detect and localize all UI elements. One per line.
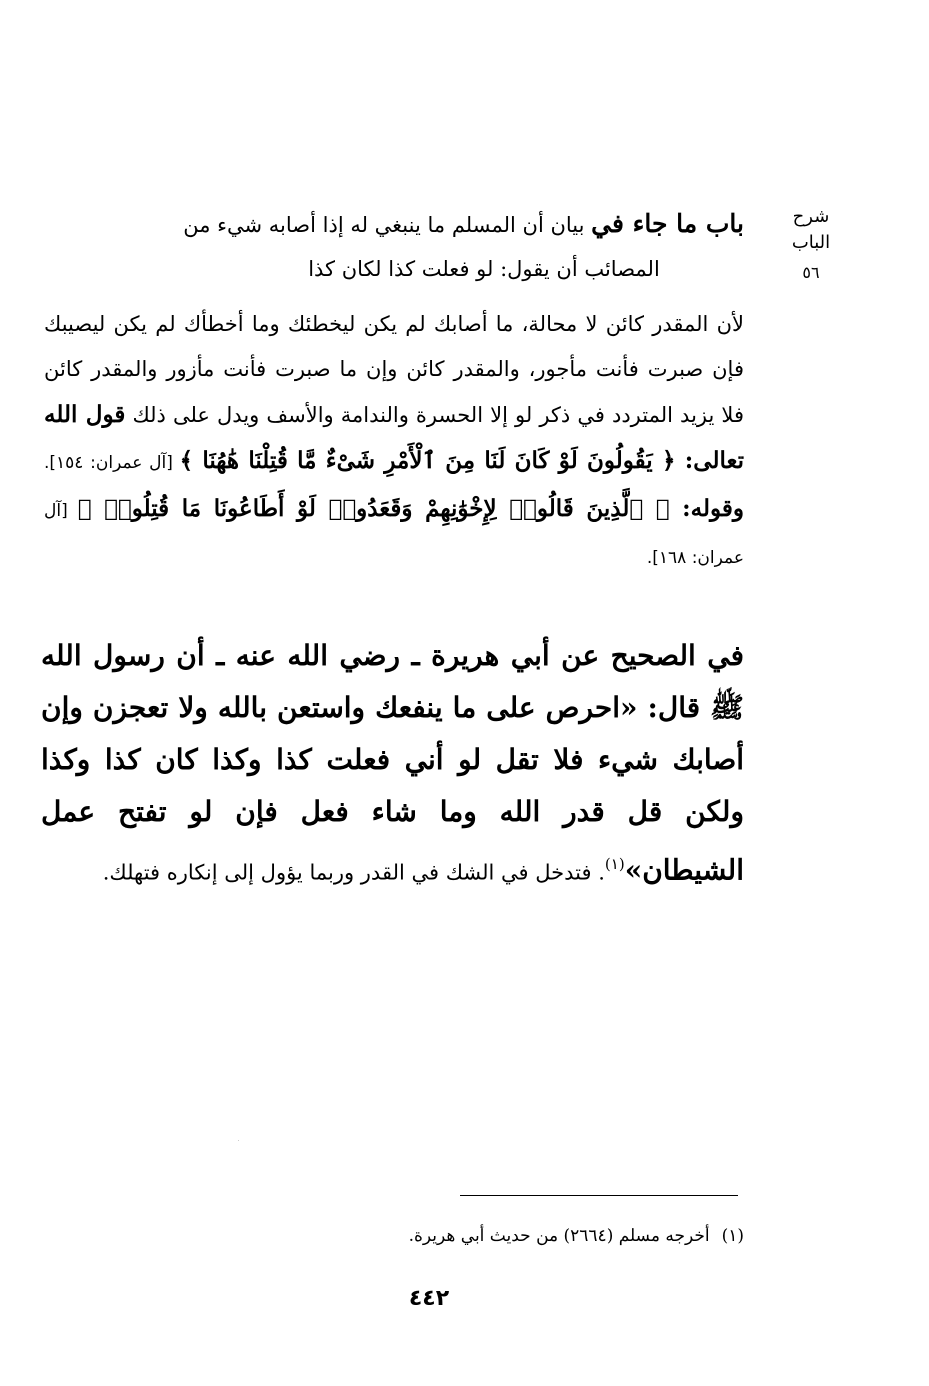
body-strong-phrase: قول الله تعالى: <box>44 401 744 474</box>
verse-reference-1: [آل عمران: ١٥٤]. <box>44 453 180 473</box>
quran-verse-1: ﴿ يَقُولُونَ لَوْ كَانَ لَنَا مِنَ ٱلْأَمْرِ شَىْءٌ مَّا قُتِلْنَا هَٰهُنَا ﴾ <box>179 447 676 474</box>
page-number <box>0 1286 858 1311</box>
footnote-divider <box>460 1195 738 1196</box>
body-paragraph <box>44 302 744 581</box>
chapter-label-text: شرح الباب <box>791 206 831 253</box>
footnote <box>104 1222 744 1250</box>
chapter-title-bold: باب ما جاء في <box>591 209 744 238</box>
body-strong-phrase-2: وقوله: <box>669 495 744 522</box>
footnote-number: (١) <box>721 1226 744 1246</box>
chapter-title-rest: بيان أن المسلم ما ينبغي له إذا أصابه شيء من <box>183 213 592 237</box>
chapter-number: ٥٦ <box>802 263 820 282</box>
hadith-commentary: . فتدخل في الشك في القدر وربما يؤول إلى إنكاره فتهلك. <box>102 860 605 885</box>
chapter-heading <box>74 202 744 291</box>
hadith-text: في الصحيح عن أبي هريرة ـ رضي الله عنه ـ أن رسول الله ﷺ قال: «احرص على ما ينفعك واستعن بالله ولا تعجزن وإن أصابك شيء فلا تقل لو أني فعلت كذا وكذا كان كذا وكذا ولكن قل قدر الله وما شاء فعل فإن لو تفتح عمل الشيطان» <box>41 639 744 887</box>
scan-speck <box>238 1140 239 1141</box>
page-number-text: ٤٤٢ <box>408 1286 450 1311</box>
footnote-text: أخرجه مسلم (٢٦٦٤) من حديث أبي هريرة. <box>408 1226 710 1246</box>
body-text: لأن المقدر كائن لا محالة، ما أصابك لم يكن ليخطئك وما أخطأك لم يكن ليصيبك فإن صبرت فأنت مأجور، والمقدر كائن وإن ما صبرت فأنت مأزور والمقدر كائن فلا يزيد المتردد في ذكر لو إلا الحسرة والندامة والأسف ويدل على ذلك <box>44 312 744 427</box>
hadith-block <box>41 630 744 898</box>
verse-reference-2: [آل عمران: ١٦٨]. <box>44 501 744 568</box>
footnote-marker[interactable]: (١) <box>604 855 625 873</box>
quran-verse-2: ﴿ ٱلَّذِينَ قَالُوا۟ لِإِخْوَٰنِهِمْ وَقَعَدُوا۟ لَوْ أَطَاعُونَا مَا قُتِلُوا۟ ﴾ <box>77 495 670 522</box>
margin-chapter-label <box>771 204 851 286</box>
chapter-title-line2: المصائب أن يقول: لو فعلت كذا لكان كذا <box>308 257 660 281</box>
